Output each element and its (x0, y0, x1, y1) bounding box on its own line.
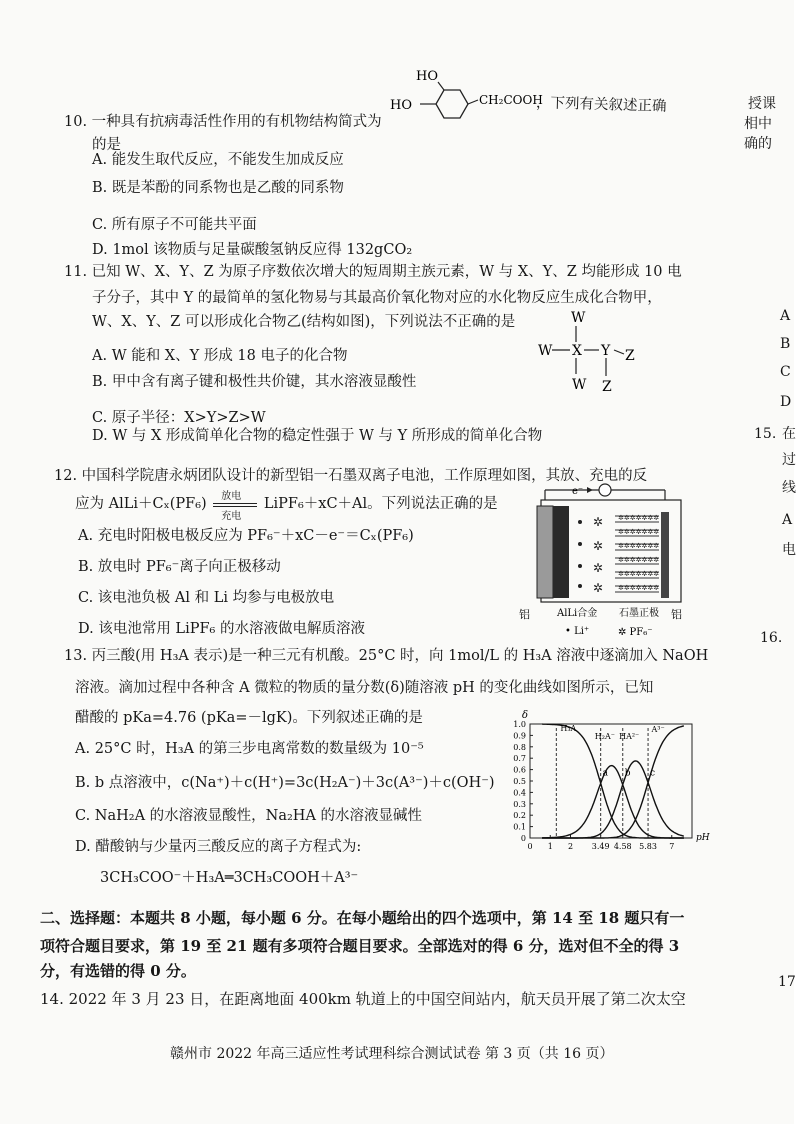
y-tick-label: 1.0 (513, 720, 526, 729)
q12-option-d: D. 该电池常用 LiPF₆ 的水溶液做电解质溶液 (78, 621, 365, 637)
li-ions (578, 520, 582, 588)
y-tick-label: 0.1 (513, 822, 526, 832)
series-label: H₃A (560, 723, 577, 733)
q12-option-c: C. 该电池负极 Al 和 Li 均参与电极放电 (78, 590, 335, 606)
right-letter-b: B (780, 336, 791, 352)
q10-structure (386, 62, 546, 124)
svg-text:✲✲✲✲✲✲✲: ✲✲✲✲✲✲✲ (618, 542, 660, 550)
z-right: Z (625, 348, 635, 364)
x-tick-label: 5.83 (639, 842, 657, 851)
q10-option-c: C. 所有原子不可能共平面 (92, 217, 257, 233)
benzene-ring (436, 90, 468, 118)
plot-frame (530, 724, 692, 838)
y-center: Y (601, 343, 611, 359)
ho-left-label: HO (390, 98, 412, 113)
w-top: W (571, 310, 586, 326)
right-q15-char2: 过 (782, 452, 796, 468)
alloy-label: AlLi合金 (557, 608, 598, 619)
svg-text:✲✲✲✲✲✲✲: ✲✲✲✲✲✲✲ (618, 514, 660, 522)
graphite-label: 石墨正极 (619, 608, 659, 619)
q10-stem-tail: 的是 (92, 137, 121, 153)
right-q15-char3: 线 (782, 480, 796, 496)
q13-option-d: D. 醋酸钠与少量丙三酸反应的离子方程式为: (75, 839, 362, 855)
q12-equation-line (75, 491, 498, 522)
right-q15-char4: A (782, 512, 793, 528)
q11-line3: W、X、Y、Z 可以形成化合物乙(结构如图)，下列说法不正确的是 (92, 314, 516, 330)
y-tick-label: 0.9 (513, 731, 526, 741)
q11-option-d: D. W 与 X 形成简单化合物的稳定性强于 W 与 Y 所形成的简单化合物 (92, 428, 543, 444)
q11-option-a: A. W 能和 X、Y 形成 18 电子的化合物 (92, 348, 348, 364)
right-q15-num: 15. (754, 426, 777, 442)
y-tick-label: 0 (520, 834, 526, 843)
q12-arrow (211, 491, 259, 522)
q10-stem-post: ，下列有关叙述正确 (535, 95, 667, 115)
right-q16-num: 16. (760, 630, 783, 646)
w-left: W (538, 343, 553, 359)
section2-line1: 二、选择题：本题共 8 小题，每小题 6 分。在每小题给出的四个选项中，第 14 至 18 题只有一 (40, 909, 685, 927)
point-label-c: c (650, 768, 656, 779)
alli-alloy-electrode (553, 506, 569, 598)
q13-line3: 醋酸的 pKa=4.76 (pKa=－lgK)。下列叙述正确的是 (75, 710, 423, 726)
svg-text:✲: ✲ (593, 539, 604, 553)
q12-line1: 12. 中国科学院唐永炳团队设计的新型铝一石墨双离子电池，工作原理如图，其放、充电的反 (54, 468, 648, 484)
q12-option-a: A. 充电时阳极电极反应为 PF₆⁻＋xC－e⁻＝Cₓ(PF₆) (78, 528, 414, 544)
q12-eq-post: LiPF₆＋xC＋Al。下列说法正确的是 (263, 496, 498, 512)
section2-line2: 项符合题目要求，第 19 至 21 题有多项符合题目要求。全部选对的得 6 分，选对但不全的得 3 (40, 937, 680, 955)
q11-structure (530, 306, 650, 398)
charge-label: 充电 (221, 511, 242, 522)
x-tick-label: 7 (669, 842, 675, 851)
q13-option-b: B. b 点溶液中，c(Na⁺)＋c(H⁺)=3c(H₂A⁻)＋3c(A³⁻)＋c(OH⁻) (75, 775, 495, 791)
distribution-chart (496, 706, 712, 854)
q13-option-a: A. 25°C 时，H₃A 的第三步电离常数的数量级为 10⁻⁵ (75, 741, 424, 757)
svg-text:✲✲✲✲✲✲✲: ✲✲✲✲✲✲✲ (618, 584, 660, 592)
series-h2a-curve (542, 766, 684, 838)
w-bottom: W (572, 377, 587, 393)
battery-diagram (515, 482, 690, 644)
x-tick-label: 3.49 (591, 842, 610, 851)
q10-option-d: D. 1mol 该物质与足量碳酸氢钠反应得 132gCO₂ (92, 242, 413, 258)
x-tick-label: 2 (567, 842, 574, 851)
q12-eq-pre: 应为 AlLi＋Cₓ(PF₆) (75, 496, 207, 512)
q13-line1: 13. 丙三酸(用 H₃A 表示)是一种三元有机酸。25°C 时，向 1mol/L 的 H₃A 溶液中逐滴加入 NaOH (64, 648, 709, 664)
right-letter-a: A (780, 308, 791, 324)
svg-text:✲✲✲✲✲✲✲: ✲✲✲✲✲✲✲ (618, 556, 660, 564)
svg-text:✲: ✲ (593, 515, 604, 529)
x-axis-label: pH (696, 833, 710, 843)
al-left-electrode (537, 506, 553, 598)
x-tick-label: 4.58 (613, 842, 632, 851)
point-label-b: b (624, 768, 631, 779)
right-letter-d: D (780, 394, 792, 410)
q13-line2: 溶液。滴加过程中各种含 A 微粒的物质的量分数(δ)随溶液 pH 的变化曲线如图所示，已知 (75, 680, 654, 696)
right-q15-char1: 在 (782, 426, 796, 442)
q13-equation: 3CH₃COO⁻＋H₃A═3CH₃COOH＋A³⁻ (100, 870, 359, 886)
page-footer: 赣州市 2022 年高三适应性考试理科综合测试试卷 第 3 页（共 16 页） (170, 1046, 614, 1062)
y-tick-label: 0.5 (513, 777, 526, 786)
section2-line3: 分，有选错的得 0 分。 (40, 962, 196, 980)
x-tick-label: 0 (527, 842, 533, 851)
q11-line2: 子分子，其中 Y 的最简单的氢化物易与其最高价氧化物对应的水化物反应生成化合物甲， (92, 290, 662, 306)
series-label: HA²⁻ (619, 731, 640, 741)
li-legend: • Li⁺ (565, 626, 590, 637)
x-center: X (572, 343, 582, 359)
series-ha-curve (542, 761, 684, 838)
electron-arrow-icon (587, 487, 593, 493)
y-tick-label: 0.8 (513, 742, 526, 752)
series-label: A³⁻ (651, 724, 665, 734)
svg-text:✲: ✲ (593, 581, 604, 595)
ho-top-label: HO (416, 69, 438, 84)
point-label-a: a (602, 768, 609, 779)
y-tick-label: 0.3 (513, 799, 526, 809)
al-right-label: 铝 (671, 608, 682, 621)
pf6-legend: ✲ PF₆⁻ (618, 627, 653, 638)
al-left-label: 铝 (519, 608, 530, 621)
series-label: H₂A⁻ (594, 731, 615, 741)
q12-option-b: B. 放电时 PF₆⁻离子向正极移动 (78, 559, 281, 575)
q10-stem: 10. 一种具有抗病毒活性作用的有机物结构简式为 (64, 114, 382, 130)
q10-option-b: B. 既是苯酚的同系物也是乙酸的同系物 (92, 180, 344, 196)
chain-label: CH₂COOH (479, 93, 543, 107)
right-top-1: 授课 (748, 96, 776, 112)
pf6-ions (593, 515, 603, 595)
q14-line1: 14. 2022 年 3 月 23 日，在距离地面 400km 轨道上的中国空间站内，航天员开展了第二次太空 (40, 990, 686, 1008)
discharge-label: 放电 (221, 491, 242, 502)
right-top-3: 确的 (744, 136, 772, 152)
q11-line1: 11. 已知 W、X、Y、Z 为原子序数依次增大的短周期主族元素，W 与 X、Y、Z 均能形成 10 电 (64, 264, 682, 280)
svg-text:✲✲✲✲✲✲✲: ✲✲✲✲✲✲✲ (618, 528, 660, 536)
right-q15-char5: 电 (782, 542, 796, 558)
q11-option-c: C. 原子半径：X>Y>Z>W (92, 410, 266, 426)
right-top-2: 相中 (744, 116, 772, 132)
q11-option-b: B. 甲中含有离子键和极性共价键，其水溶液显酸性 (92, 374, 417, 390)
y-tick-label: 0.7 (513, 754, 526, 764)
z-bottom: Z (602, 379, 612, 395)
svg-text:✲: ✲ (593, 561, 604, 575)
y-axis-label: δ (522, 710, 529, 721)
x-tick-label: 1 (547, 842, 553, 851)
y-tick-label: 0.6 (513, 765, 526, 775)
electron-label: e⁻ (572, 486, 584, 497)
y-tick-label: 0.2 (513, 811, 526, 821)
y-tick-label: 0.4 (513, 788, 526, 798)
bulb-icon (599, 484, 611, 496)
graphite-electrode (661, 512, 669, 598)
q10-option-a: A. 能发生取代反应，不能发生加成反应 (92, 152, 344, 168)
svg-text:✲✲✲✲✲✲✲: ✲✲✲✲✲✲✲ (618, 570, 660, 578)
right-q17-num: 17 (778, 974, 796, 990)
right-letter-c: C (780, 364, 791, 380)
q13-option-c: C. NaH₂A 的水溶液显酸性，Na₂HA 的水溶液显碱性 (75, 808, 423, 824)
